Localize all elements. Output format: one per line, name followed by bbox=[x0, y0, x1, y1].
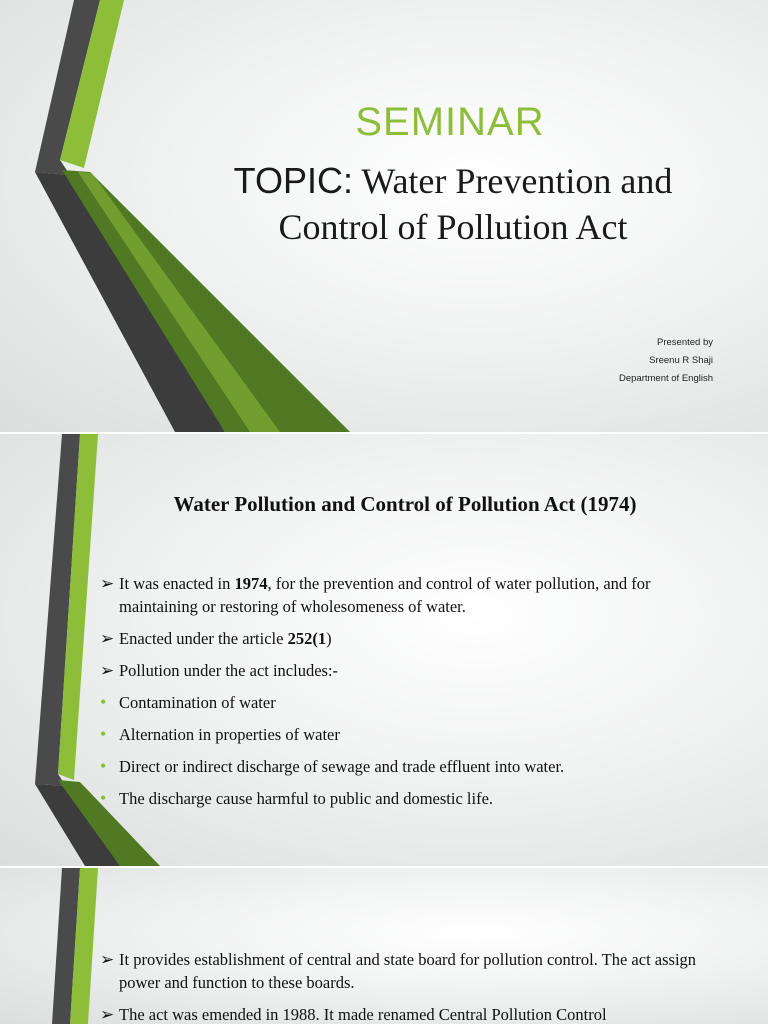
presenter-line-1: Presented by bbox=[657, 337, 713, 348]
list-item: ➢ It provides establishment of central and state board for pollution control. The act assign power and function to these boards. bbox=[100, 950, 697, 992]
topic-label: TOPIC: bbox=[233, 160, 353, 201]
topic-text: Water Prevention and Control of Pollution Act bbox=[278, 161, 673, 247]
presenter-line-2: Sreenu R Shaji bbox=[649, 355, 713, 366]
dot-bullet-icon: • bbox=[100, 788, 107, 808]
arrow-bullet-icon: ➢ bbox=[100, 950, 115, 969]
list-item: • The discharge cause harmful to public and domestic life. bbox=[100, 788, 494, 808]
list-item: ➢ Enacted under the article 252(1) bbox=[100, 629, 332, 648]
topic-heading bbox=[200, 158, 706, 250]
arrow-bullet-icon: ➢ bbox=[100, 629, 115, 648]
list-item: ➢ The act was emended in 1988. It made renamed Central Pollution Control bbox=[100, 1005, 607, 1024]
presenter-line-3: Department of English bbox=[619, 373, 713, 384]
arrow-bullet-icon: ➢ bbox=[100, 574, 115, 593]
dot-bullet-icon: • bbox=[100, 724, 107, 744]
boards-bullet-list bbox=[100, 948, 725, 1024]
list-item: ➢ Pollution under the act includes:- bbox=[100, 661, 339, 680]
slide-act-overview bbox=[0, 434, 768, 866]
list-item: • Contamination of water bbox=[100, 692, 276, 712]
seminar-title: SEMINAR bbox=[355, 100, 545, 144]
act-bullet-list bbox=[100, 572, 725, 819]
arrow-bullet-icon: ➢ bbox=[100, 661, 115, 680]
arrow-bullet-icon: ➢ bbox=[100, 1005, 115, 1024]
slide-title bbox=[0, 0, 768, 432]
list-item: • Alternation in properties of water bbox=[100, 724, 340, 744]
dot-bullet-icon: • bbox=[100, 692, 107, 712]
presenter-info bbox=[619, 334, 713, 388]
dot-bullet-icon: • bbox=[100, 756, 107, 776]
list-item: ➢ It was enacted in 1974, for the prevention and control of water pollution, and for maintaining or restoring of wholesomeness of water. bbox=[100, 574, 651, 616]
act-title: Water Pollution and Control of Pollution Act (1974) bbox=[173, 492, 637, 516]
slide-boards bbox=[0, 868, 768, 1024]
list-item: • Direct or indirect discharge of sewage and trade effluent into water. bbox=[100, 756, 565, 776]
